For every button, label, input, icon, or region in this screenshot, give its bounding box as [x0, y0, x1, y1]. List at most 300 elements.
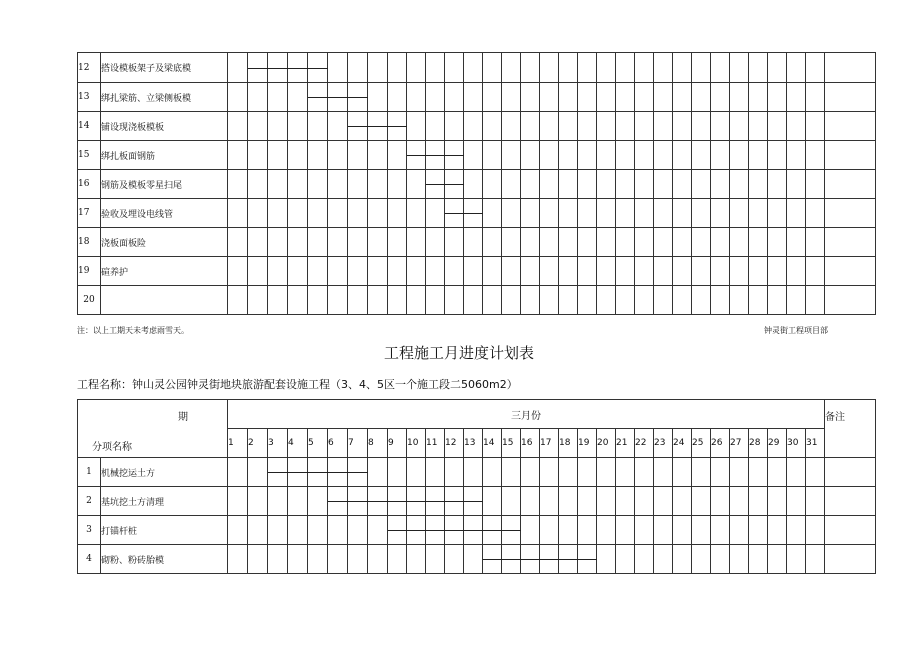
day-cell: [388, 545, 407, 574]
row-number: 19: [78, 257, 101, 286]
remark-cell: [825, 516, 876, 545]
day-cell: [368, 257, 388, 286]
day-cell: [597, 112, 616, 141]
table-row: [78, 170, 876, 199]
day-cell: [388, 487, 407, 516]
day-cell: [348, 516, 368, 545]
day-cell: [692, 516, 711, 545]
day-cell: [559, 170, 578, 199]
day-header: 14: [483, 429, 502, 458]
day-cell: [328, 112, 348, 141]
day-cell: [616, 487, 635, 516]
item-name: [101, 286, 228, 315]
period-label: 期: [178, 412, 188, 423]
day-cell: [308, 545, 328, 574]
day-cell: [787, 53, 806, 83]
day-cell: [673, 53, 692, 83]
day-cell: [673, 487, 692, 516]
day-header: 10: [407, 429, 426, 458]
day-cell: [635, 458, 654, 487]
table-row: [78, 53, 876, 83]
day-cell: [288, 199, 308, 228]
day-cell: [445, 112, 464, 141]
day-cell: [559, 83, 578, 112]
day-cell: [368, 53, 388, 83]
day-cell: [483, 286, 502, 315]
day-cell: [268, 516, 288, 545]
row-number: 20: [78, 286, 101, 315]
day-header: 19: [578, 429, 597, 458]
day-cell: [268, 487, 288, 516]
day-cell: [483, 199, 502, 228]
row-number: 16: [78, 170, 101, 199]
day-cell: [348, 53, 368, 83]
day-cell: [635, 516, 654, 545]
day-header: 7: [348, 429, 368, 458]
day-cell: [368, 199, 388, 228]
day-cell: [711, 545, 730, 574]
day-cell: [268, 458, 288, 487]
day-cell: [445, 458, 464, 487]
day-cell: [368, 516, 388, 545]
day-cell: [749, 286, 768, 315]
day-header: 18: [559, 429, 578, 458]
day-cell: [483, 257, 502, 286]
day-cell: [328, 199, 348, 228]
day-cell: [464, 286, 483, 315]
day-header: 26: [711, 429, 730, 458]
day-cell: [768, 53, 787, 83]
table-row: [78, 199, 876, 228]
day-cell: [388, 170, 407, 199]
day-cell: [806, 228, 825, 257]
remark-cell: [825, 458, 876, 487]
day-cell: [768, 199, 787, 228]
day-cell: [426, 83, 445, 112]
row-number: 14: [78, 112, 101, 141]
day-cell: [228, 257, 248, 286]
day-cell: [228, 286, 248, 315]
day-cell: [228, 545, 248, 574]
day-cell: [692, 199, 711, 228]
day-cell: [464, 83, 483, 112]
day-cell: [445, 545, 464, 574]
page-title: 工程施工月进度计划表: [384, 344, 535, 362]
day-cell: [407, 228, 426, 257]
day-header: 11: [426, 429, 445, 458]
day-cell: [368, 83, 388, 112]
day-cell: [521, 141, 540, 170]
day-cell: [540, 170, 559, 199]
remark-cell: [825, 141, 876, 170]
day-cell: [407, 458, 426, 487]
header-corner: [78, 400, 228, 458]
day-cell: [578, 545, 597, 574]
day-cell: [787, 228, 806, 257]
day-cell: [248, 199, 268, 228]
day-header: 30: [787, 429, 806, 458]
month-header: 三月份: [228, 400, 825, 429]
day-cell: [407, 83, 426, 112]
day-cell: [268, 170, 288, 199]
day-cell: [654, 53, 673, 83]
day-cell: [768, 458, 787, 487]
day-cell: [730, 545, 749, 574]
day-cell: [268, 83, 288, 112]
day-cell: [464, 141, 483, 170]
day-cell: [407, 545, 426, 574]
day-cell: [692, 545, 711, 574]
remark-cell: [825, 112, 876, 141]
day-cell: [521, 286, 540, 315]
day-cell: [806, 257, 825, 286]
day-cell: [559, 53, 578, 83]
day-cell: [388, 516, 407, 545]
item-name: 碹养护: [101, 257, 228, 286]
bottom-schedule-table: [77, 399, 876, 574]
day-cell: [464, 257, 483, 286]
item-name: 基坑挖土方清理: [101, 487, 228, 516]
day-cell: [308, 112, 328, 141]
day-cell: [578, 83, 597, 112]
day-cell: [464, 545, 483, 574]
day-cell: [521, 53, 540, 83]
day-cell: [228, 199, 248, 228]
day-cell: [368, 112, 388, 141]
day-cell: [673, 286, 692, 315]
day-cell: [635, 199, 654, 228]
day-cell: [787, 112, 806, 141]
day-cell: [483, 487, 502, 516]
day-cell: [616, 286, 635, 315]
day-cell: [578, 199, 597, 228]
day-header: 31: [806, 429, 825, 458]
day-cell: [445, 228, 464, 257]
day-cell: [692, 458, 711, 487]
day-cell: [540, 257, 559, 286]
day-cell: [228, 228, 248, 257]
item-name: 浇板面板险: [101, 228, 228, 257]
remark-cell: [825, 228, 876, 257]
day-cell: [407, 141, 426, 170]
day-cell: [464, 516, 483, 545]
day-cell: [445, 516, 464, 545]
remark-cell: [825, 286, 876, 315]
day-cell: [692, 53, 711, 83]
day-cell: [540, 286, 559, 315]
day-cell: [806, 458, 825, 487]
day-cell: [635, 141, 654, 170]
day-cell: [483, 141, 502, 170]
day-cell: [348, 228, 368, 257]
day-cell: [521, 545, 540, 574]
day-cell: [635, 286, 654, 315]
day-cell: [328, 487, 348, 516]
day-cell: [711, 286, 730, 315]
day-cell: [288, 545, 308, 574]
day-cell: [426, 458, 445, 487]
day-cell: [426, 487, 445, 516]
item-name: 砌粉、粉砖胎模: [101, 545, 228, 574]
day-cell: [597, 257, 616, 286]
day-cell: [308, 170, 328, 199]
day-cell: [288, 112, 308, 141]
day-header: 2: [248, 429, 268, 458]
day-cell: [806, 286, 825, 315]
day-cell: [328, 458, 348, 487]
day-cell: [521, 458, 540, 487]
day-cell: [464, 458, 483, 487]
day-cell: [730, 458, 749, 487]
day-cell: [559, 228, 578, 257]
day-cell: [559, 487, 578, 516]
day-cell: [248, 257, 268, 286]
table-row: [78, 112, 876, 141]
day-cell: [635, 112, 654, 141]
day-cell: [521, 199, 540, 228]
day-cell: [616, 53, 635, 83]
day-cell: [654, 487, 673, 516]
day-cell: [578, 286, 597, 315]
day-cell: [328, 286, 348, 315]
day-cell: [559, 112, 578, 141]
day-header: 25: [692, 429, 711, 458]
day-cell: [616, 112, 635, 141]
day-cell: [445, 141, 464, 170]
remark-cell: [825, 545, 876, 574]
day-cell: [328, 53, 348, 83]
day-cell: [711, 257, 730, 286]
day-cell: [711, 53, 730, 83]
day-cell: [730, 53, 749, 83]
day-cell: [502, 286, 521, 315]
day-cell: [248, 53, 268, 83]
day-cell: [597, 487, 616, 516]
top-schedule-table: [77, 52, 876, 315]
day-cell: [228, 83, 248, 112]
day-cell: [768, 487, 787, 516]
day-cell: [328, 83, 348, 112]
day-cell: [597, 545, 616, 574]
item-name: 钢筋及模板零星扫尾: [101, 170, 228, 199]
day-cell: [328, 516, 348, 545]
day-header: 1: [228, 429, 248, 458]
day-cell: [616, 228, 635, 257]
day-cell: [692, 487, 711, 516]
day-cell: [749, 458, 768, 487]
day-cell: [268, 141, 288, 170]
day-cell: [521, 516, 540, 545]
day-cell: [228, 516, 248, 545]
day-cell: [426, 199, 445, 228]
day-cell: [768, 170, 787, 199]
day-cell: [521, 170, 540, 199]
day-cell: [635, 170, 654, 199]
row-number: 17: [78, 199, 101, 228]
day-header: 12: [445, 429, 464, 458]
day-header: 17: [540, 429, 559, 458]
day-cell: [348, 458, 368, 487]
day-header: 5: [308, 429, 328, 458]
day-cell: [654, 257, 673, 286]
day-cell: [692, 257, 711, 286]
row-number: 1: [78, 458, 101, 487]
day-cell: [692, 170, 711, 199]
day-cell: [578, 141, 597, 170]
day-cell: [654, 228, 673, 257]
day-cell: [578, 487, 597, 516]
row-number: 18: [78, 228, 101, 257]
day-cell: [749, 83, 768, 112]
day-cell: [426, 112, 445, 141]
day-cell: [749, 53, 768, 83]
day-cell: [616, 257, 635, 286]
day-cell: [388, 53, 407, 83]
day-cell: [806, 487, 825, 516]
day-cell: [635, 228, 654, 257]
footnote: 注：以上工期天未考虑雨雪天。: [77, 326, 189, 335]
day-cell: [483, 545, 502, 574]
day-cell: [388, 286, 407, 315]
day-cell: [502, 257, 521, 286]
day-cell: [540, 141, 559, 170]
day-cell: [635, 53, 654, 83]
day-cell: [749, 170, 768, 199]
day-cell: [806, 141, 825, 170]
day-cell: [768, 112, 787, 141]
day-cell: [654, 112, 673, 141]
day-cell: [711, 141, 730, 170]
day-cell: [730, 141, 749, 170]
day-header: 16: [521, 429, 540, 458]
day-cell: [248, 83, 268, 112]
day-cell: [806, 199, 825, 228]
day-cell: [559, 286, 578, 315]
day-cell: [368, 170, 388, 199]
day-cell: [597, 141, 616, 170]
day-cell: [787, 83, 806, 112]
day-cell: [654, 516, 673, 545]
day-cell: [787, 516, 806, 545]
day-cell: [248, 487, 268, 516]
day-cell: [288, 487, 308, 516]
day-cell: [559, 545, 578, 574]
day-cell: [426, 257, 445, 286]
day-cell: [730, 199, 749, 228]
day-cell: [426, 141, 445, 170]
day-cell: [502, 545, 521, 574]
day-cell: [288, 516, 308, 545]
item-name: 铺设现浇板模板: [101, 112, 228, 141]
day-cell: [578, 228, 597, 257]
day-cell: [749, 516, 768, 545]
day-cell: [388, 228, 407, 257]
day-cell: [806, 545, 825, 574]
day-cell: [787, 170, 806, 199]
day-cell: [540, 228, 559, 257]
day-cell: [521, 83, 540, 112]
day-cell: [502, 53, 521, 83]
day-cell: [768, 257, 787, 286]
day-cell: [368, 228, 388, 257]
day-cell: [597, 170, 616, 199]
day-cell: [654, 170, 673, 199]
day-cell: [540, 83, 559, 112]
project-department: 钟灵街工程项目部: [764, 326, 828, 335]
row-number: 13: [78, 83, 101, 112]
day-cell: [540, 516, 559, 545]
day-cell: [348, 83, 368, 112]
day-cell: [228, 141, 248, 170]
day-cell: [464, 228, 483, 257]
day-cell: [248, 545, 268, 574]
day-cell: [407, 112, 426, 141]
day-header: 15: [502, 429, 521, 458]
day-cell: [673, 170, 692, 199]
day-cell: [616, 83, 635, 112]
day-cell: [749, 228, 768, 257]
day-cell: [502, 516, 521, 545]
day-cell: [787, 286, 806, 315]
day-cell: [426, 286, 445, 315]
day-cell: [308, 487, 328, 516]
remark-header: 备注: [825, 400, 876, 458]
day-header: 28: [749, 429, 768, 458]
table-row: [78, 228, 876, 257]
day-cell: [288, 458, 308, 487]
day-cell: [711, 487, 730, 516]
day-cell: [228, 487, 248, 516]
day-cell: [673, 228, 692, 257]
day-cell: [483, 516, 502, 545]
day-cell: [692, 112, 711, 141]
day-cell: [806, 112, 825, 141]
table-row: [78, 516, 876, 545]
day-cell: [368, 458, 388, 487]
day-cell: [407, 199, 426, 228]
day-cell: [578, 53, 597, 83]
day-cell: [464, 487, 483, 516]
day-cell: [368, 487, 388, 516]
table-row: [78, 458, 876, 487]
day-cell: [540, 112, 559, 141]
day-cell: [348, 257, 368, 286]
day-cell: [388, 83, 407, 112]
day-cell: [730, 257, 749, 286]
day-cell: [445, 199, 464, 228]
day-cell: [635, 257, 654, 286]
day-cell: [268, 53, 288, 83]
row-number: 12: [78, 53, 101, 83]
day-cell: [368, 141, 388, 170]
day-cell: [268, 286, 288, 315]
day-cell: [308, 286, 328, 315]
day-cell: [578, 458, 597, 487]
table-row: [78, 487, 876, 516]
day-cell: [749, 545, 768, 574]
day-cell: [692, 83, 711, 112]
day-cell: [559, 141, 578, 170]
day-cell: [228, 53, 248, 83]
day-cell: [407, 286, 426, 315]
day-cell: [768, 516, 787, 545]
day-cell: [483, 228, 502, 257]
day-cell: [483, 83, 502, 112]
day-cell: [806, 53, 825, 83]
day-cell: [268, 545, 288, 574]
day-cell: [559, 458, 578, 487]
day-cell: [502, 199, 521, 228]
